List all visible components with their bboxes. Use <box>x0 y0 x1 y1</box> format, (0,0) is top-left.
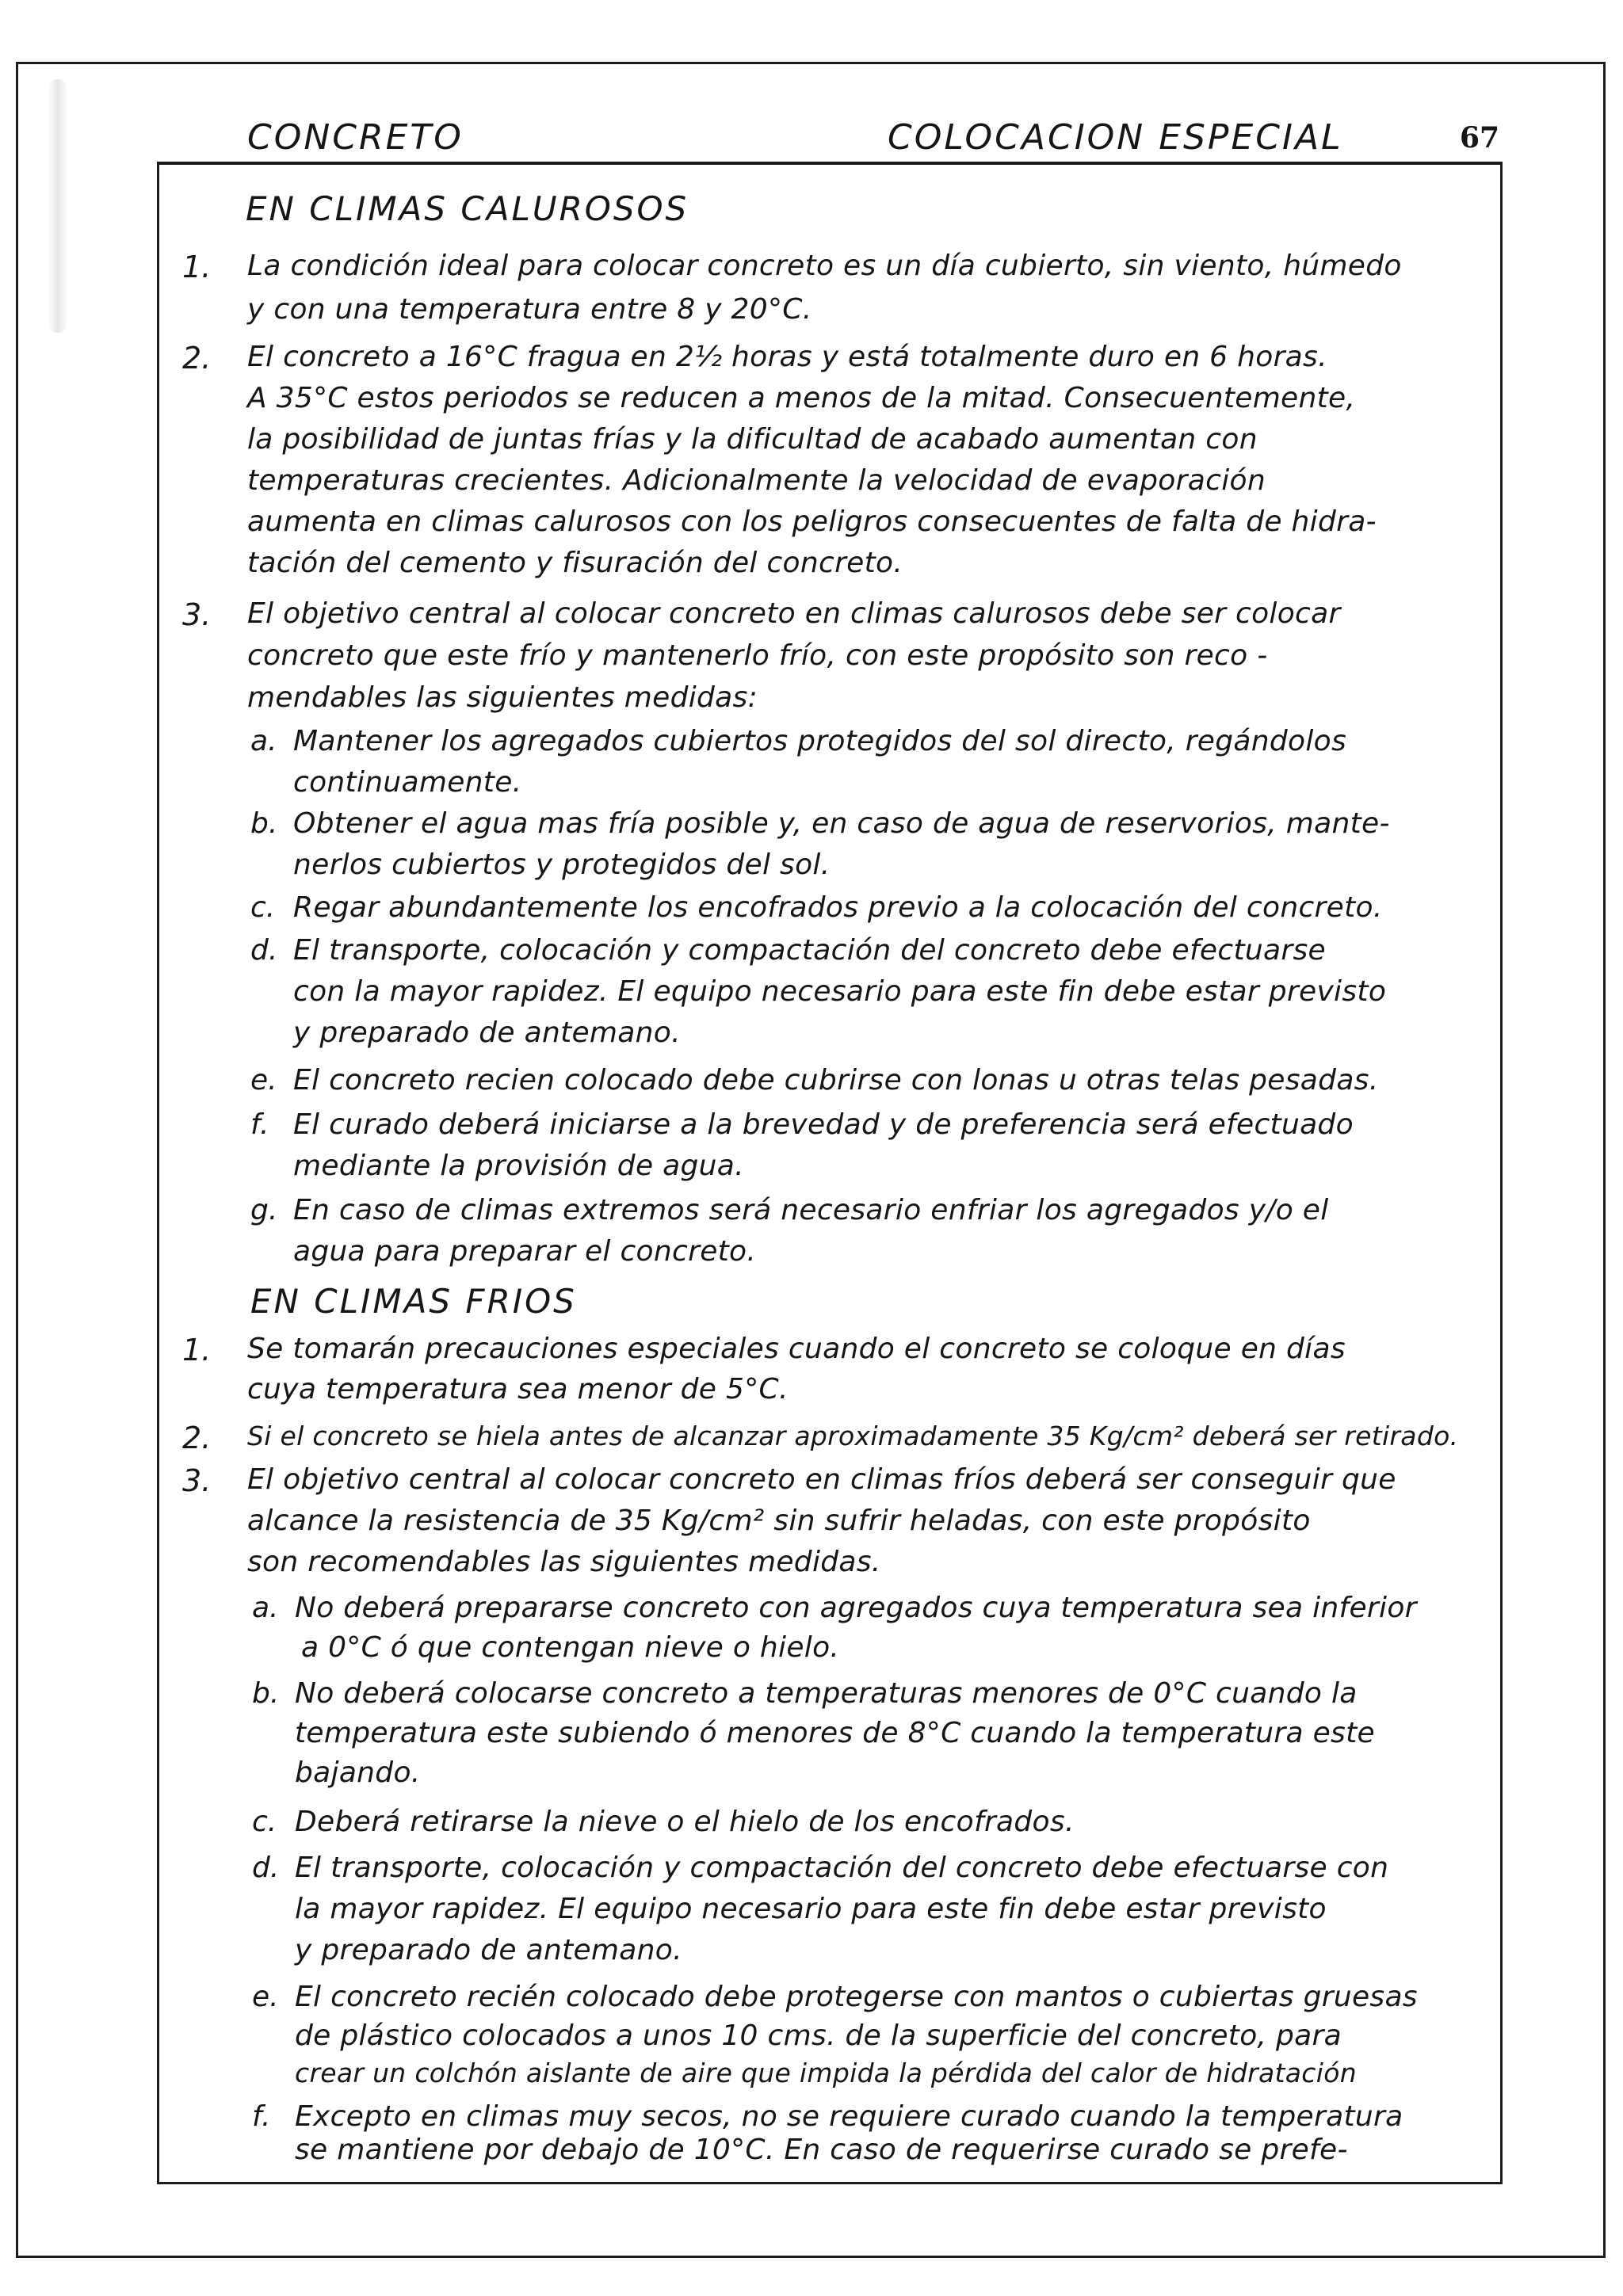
hot-measure-f-letter: f. <box>250 1108 269 1141</box>
hot-item-3-number: 3. <box>182 597 212 632</box>
cold-measure-e-line-1: El concreto recién colocado debe protegerse con mantos o cubiertas gruesas <box>295 1981 1418 2013</box>
hot-measure-c-line-1: Regar abundantemente los encofrados previo a la colocación del concreto. <box>293 891 1383 924</box>
scan-smudge <box>48 79 68 333</box>
hot-measure-d-line-3: y preparado de antemano. <box>293 1016 681 1049</box>
hot-item-2-line-2: A 35°C estos periodos se reducen a menos de la mitad. Consecuentemente, <box>247 382 1356 414</box>
cold-item-3-line-1: El objetivo central al colocar concreto en climas fríos deberá ser conseguir que <box>247 1463 1396 1496</box>
cold-measure-c-line-1: Deberá retirarse la nieve o el hielo de los encofrados. <box>295 1806 1075 1838</box>
cold-item-3-number: 3. <box>182 1463 212 1498</box>
hot-measure-d-letter: d. <box>250 934 278 967</box>
hot-measure-c-letter: c. <box>250 891 276 924</box>
cold-measure-f-letter: f. <box>252 2100 271 2133</box>
cold-item-2-line-1: Si el concreto se hiela antes de alcanzar aproximadamente 35 Kg/cm² deberá ser retirado. <box>247 1421 1459 1451</box>
hot-item-1-line-1: La condición ideal para colocar concreto es un día cubierto, sin viento, húmedo <box>247 250 1402 282</box>
hot-measure-a-line-1: Mantener los agregados cubiertos protegidos del sol directo, regándolos <box>293 725 1347 757</box>
cold-item-3-line-3: son recomendables las siguientes medidas. <box>247 1546 881 1578</box>
hot-measure-d-line-2: con la mayor rapidez. El equipo necesario para este fin debe estar previsto <box>293 975 1387 1008</box>
hot-item-1-number: 1. <box>182 250 212 284</box>
cold-measure-d-line-2: la mayor rapidez. El equipo necesario para este fin debe estar previsto <box>295 1893 1327 1925</box>
hot-item-1-line-2: y con una temperatura entre 8 y 20°C. <box>247 293 812 326</box>
hot-item-2-number: 2. <box>182 341 212 376</box>
cold-measure-d-letter: d. <box>252 1852 280 1884</box>
cold-measure-a-line-2: a 0°C ó que contengan nieve o hielo. <box>301 1631 840 1664</box>
cold-measure-d-line-3: y preparado de antemano. <box>295 1934 682 1966</box>
cold-measure-f-line-1: Excepto en climas muy secos, no se requiere curado cuando la temperatura <box>295 2100 1403 2133</box>
cold-measure-f-line-2: se mantiene por debajo de 10°C. En caso de requerirse curado se prefe- <box>295 2134 1348 2166</box>
cold-measure-e-letter: e. <box>252 1981 279 2013</box>
hot-measure-b-letter: b. <box>250 807 278 840</box>
hot-measure-a-line-2: continuamente. <box>293 766 522 799</box>
cold-item-2-number: 2. <box>182 1421 212 1455</box>
running-head-center: COLOCACION ESPECIAL <box>888 117 1343 158</box>
hot-measure-a-letter: a. <box>250 725 277 757</box>
hot-item-2-line-4: temperaturas crecientes. Adicionalmente la velocidad de evaporación <box>247 464 1266 497</box>
hot-measure-e-letter: e. <box>250 1064 277 1097</box>
cold-measure-e-line-3: crear un colchón aislante de aire que impida la pérdida del calor de hidratación <box>295 2058 1357 2088</box>
hot-item-3-line-3: mendables las siguientes medidas: <box>247 681 758 714</box>
hot-measure-d-line-1: El transporte, colocación y compactación del concreto debe efectuarse <box>293 934 1326 967</box>
hot-measure-b-line-1: Obtener el agua mas fría posible y, en caso de agua de reservorios, mante- <box>293 807 1390 840</box>
hot-measure-b-line-2: nerlos cubiertos y protegidos del sol. <box>293 849 831 881</box>
cold-item-1-number: 1. <box>182 1333 212 1367</box>
cold-measure-e-line-2: de plástico colocados a unos 10 cms. de la superficie del concreto, para <box>295 2019 1342 2052</box>
hot-item-3-line-2: concreto que este frío y mantenerlo frío, con este propósito son reco - <box>247 639 1268 672</box>
hot-measure-g-line-1: En caso de climas extremos será necesario enfriar los agregados y/o el <box>293 1194 1329 1226</box>
running-head-left: CONCRETO <box>247 117 464 158</box>
cold-measure-a-letter: a. <box>252 1592 279 1624</box>
hot-measure-g-letter: g. <box>250 1194 278 1226</box>
cold-measure-b-letter: b. <box>252 1677 280 1710</box>
section-heading-cold: EN CLIMAS FRIOS <box>250 1282 577 1321</box>
hot-measure-g-line-2: agua para preparar el concreto. <box>293 1235 757 1268</box>
cold-item-1-line-1: Se tomarán precauciones especiales cuando el concreto se coloque en días <box>247 1333 1346 1365</box>
hot-measure-e-line-1: El concreto recien colocado debe cubrirse con lonas u otras telas pesadas. <box>293 1064 1379 1097</box>
hot-measure-f-line-1: El curado deberá iniciarse a la brevedad y de preferencia será efectuado <box>293 1108 1354 1141</box>
hot-measure-f-line-2: mediante la provisión de agua. <box>293 1150 744 1182</box>
cold-item-3-line-2: alcance la resistencia de 35 Kg/cm² sin sufrir heladas, con este propósito <box>247 1505 1311 1537</box>
cold-measure-d-line-1: El transporte, colocación y compactación del concreto debe efectuarse con <box>295 1852 1389 1884</box>
cold-measure-c-letter: c. <box>252 1806 277 1838</box>
hot-item-2-line-6: tación del cemento y fisuración del concreto. <box>247 547 903 579</box>
cold-item-1-line-2: cuya temperatura sea menor de 5°C. <box>247 1373 789 1405</box>
hot-item-2-line-1: El concreto a 16°C fragua en 2½ horas y está totalmente duro en 6 horas. <box>247 341 1327 373</box>
cold-measure-b-line-3: bajando. <box>295 1756 421 1789</box>
cold-measure-b-line-1: No deberá colocarse concreto a temperaturas menores de 0°C cuando la <box>295 1677 1358 1710</box>
hot-item-2-line-5: aumenta en climas calurosos con los peligros consecuentes de falta de hidra- <box>247 505 1377 538</box>
hot-item-2-line-3: la posibilidad de juntas frías y la dificultad de acabado aumentan con <box>247 423 1258 456</box>
page-number: 67 <box>1460 121 1500 154</box>
cold-measure-b-line-2: temperatura este subiendo ó menores de 8°C cuando la temperatura este <box>295 1717 1375 1749</box>
cold-measure-a-line-1: No deberá prepararse concreto con agregados cuya temperatura sea inferior <box>295 1592 1417 1624</box>
hot-item-3-line-1: El objetivo central al colocar concreto en climas calurosos debe ser colocar <box>247 597 1341 630</box>
section-heading-hot: EN CLIMAS CALUROSOS <box>246 189 689 228</box>
